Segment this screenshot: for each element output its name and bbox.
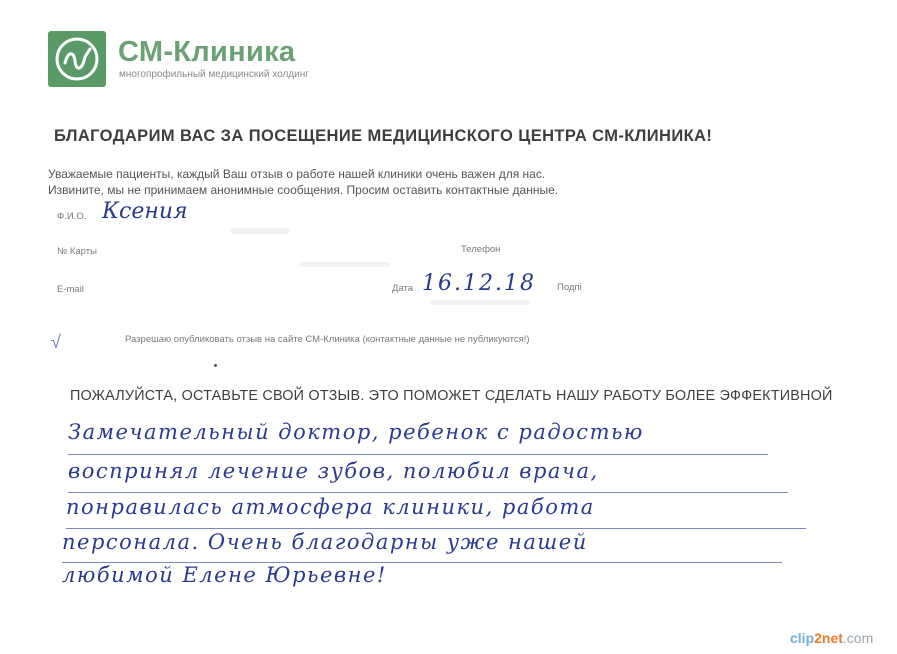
review-line-2: воспринял лечение зубов, полюбил врача, (68, 459, 599, 483)
review-line-3: понравилась атмосфера клиники, работа (66, 495, 595, 519)
review-line-4: персонала. Очень благодарны уже нашей (62, 530, 588, 554)
watermark-part: .com (842, 630, 874, 646)
fio-label: Ф.И.О. (57, 211, 87, 222)
fio-value: Ксения (102, 199, 188, 224)
review-line-1: Замечательный доктор, ребенок с радостью (68, 420, 644, 444)
consent-text: Разрешаю опубликовать отзыв на сайте СМ-Клиника (контактные данные не публикуются!) (125, 334, 530, 345)
signature-label: Подпі (557, 282, 582, 293)
review-underline (68, 454, 768, 455)
scan-artifact (230, 228, 290, 234)
date-label: Дата (392, 283, 414, 294)
card-label: № Карты (57, 246, 97, 257)
page-title: БЛАГОДАРИМ ВАС ЗА ПОСЕЩЕНИЕ МЕДИЦИНСКОГО ЦЕНТРА СМ-КЛИНИКА! (54, 127, 713, 145)
scan-artifact (430, 300, 530, 305)
watermark (790, 630, 873, 646)
watermark-part: clip (790, 630, 815, 646)
watermark-part: 2net (814, 630, 843, 646)
consent-check-mark: √ (51, 332, 61, 352)
date-value: 16.12.18 (422, 271, 536, 296)
scan-artifact (300, 262, 390, 267)
logo-icon (48, 31, 106, 87)
intro-text-line-1: Уважаемые пациенты, каждый Ваш отзыв о работе нашей клиники очень важен для нас. (48, 167, 546, 181)
logo (48, 31, 106, 87)
review-underline (66, 528, 806, 529)
brand-subtitle: многопрофильный медицинский холдинг (119, 69, 309, 80)
ink-dot (214, 364, 217, 367)
phone-label: Телефон (461, 244, 501, 255)
review-line-5: любимой Елене Юрьевне! (62, 563, 387, 587)
review-underline (68, 492, 788, 493)
review-prompt: ПОЖАЛУЙСТА, ОСТАВЬТЕ СВОЙ ОТЗЫВ. ЭТО ПОМОЖЕТ СДЕЛАТЬ НАШУ РАБОТУ БОЛЕЕ ЭФФЕКТИВНОЙ (70, 388, 833, 404)
email-label: E-mail (57, 284, 84, 295)
intro-text-line-2: Извините, мы не принимаем анонимные сообщения. Просим оставить контактные данные. (48, 183, 559, 197)
brand-name: СМ-Клиника (118, 36, 296, 68)
